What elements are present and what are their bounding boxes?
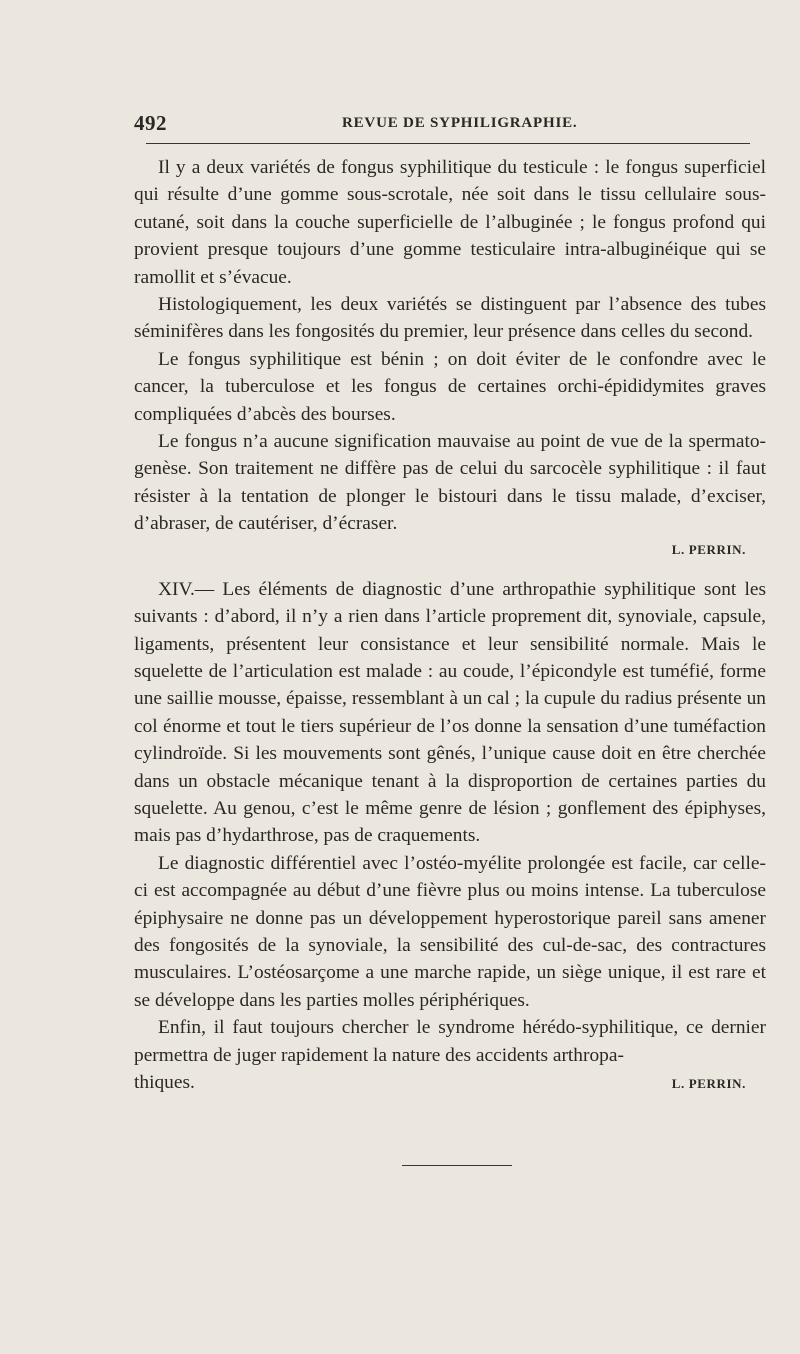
body-text: [134, 154, 766, 1097]
paragraph: Le diagnostic différentiel avec l’ostéo-myélite prolongée est facile, car celle-ci est accompagnée au début d’une fièvre plus ou moins intense. La tuberculose épiphysaire ne donne pas un développement hyperostorique pareil sans amener des fongosités de la synoviale, la sensibilité des cul-de-sac, des contractures musculaires. L’ostéosarçome a une marche rapide, un siège unique, il est rare et se développe dans les parties molles périphériques.: [134, 852, 766, 1011]
signature: L. PERRIN.: [671, 541, 746, 557]
paragraph: Enfin, il faut toujours chercher le syndrome hérédo-syphilitique, ce dernier permettra de juger rapidement la nature des accidents arthropa-: [134, 1017, 766, 1066]
last-line: [134, 1069, 766, 1097]
paragraph: Le fongus syphilitique est bénin ; on doit éviter de le confondre avec le cancer, la tuberculose et les fongus de certaines orchi-épididymites graves compliquées d’abcès des bourses.: [134, 348, 766, 425]
paragraph: XIV.— Les éléments de diagnostic d’une arthropathie syphilitique sont les suivants : d’abord, il n’y a rien dans l’article proprement dit, synoviale, capsule, ligaments, présentent leur consistance et leur sensibilité normale. Mais le squelette de l’articulation est malade : au coude, l’épicondyle est tuméfié, forme une saillie mousse, épaisse, ressemblant à un cal ; la cupule du radius présente un col énorme et tout le tiers supérieur de l’os donne la sensation d’une tuméfaction cylindroïde. Si les mouvements sont gênés, l’unique cause doit en être cherchée dans un obstacle mécanique tenant à la disproportion de certaines parties du squelette. Au genou, c’est le même genre de lésion ; gonflement des épiphyses, mais pas d’hydarthrose, pas de craquements.: [134, 578, 766, 847]
running-head: REVUE DE SYPHILIGRAPHIE.: [342, 115, 578, 131]
paragraph: Le fongus n’a aucune signification mauvaise au point de vue de la spermato-genèse. Son traitement ne diffère pas de celui du sarcocèle syphilitique : il faut résister à la tentation de plonger le bistouri dans le tissu malade, d’exciser, d’abraser, de cautériser, d’écraser.: [134, 431, 766, 535]
page-header: [134, 111, 780, 133]
end-rule: [402, 1165, 512, 1166]
paragraph: Histologiquement, les deux variétés se distinguent par l’absence des tubes séminifères dans les fongosités du premier, leur présence dans celles du second.: [134, 294, 766, 343]
page-number: 492: [134, 111, 167, 135]
header-rule: [146, 143, 750, 144]
paragraph-end: thiques.: [134, 1072, 195, 1093]
signature: L. PERRIN.: [671, 1076, 746, 1091]
section-gap: [134, 568, 766, 576]
paragraph: Il y a deux variétés de fongus syphilitique du testicule : le fongus superficiel qui résulte d’une gomme sous-scrotale, née soit dans le tissu cellulaire sous-cutané, soit dans la couche superficielle de l’albuginée ; le fongus profond qui provient presque toujours d’une gomme testiculaire intra-albuginéique qui se ramollit et s’évacue.: [134, 157, 766, 288]
